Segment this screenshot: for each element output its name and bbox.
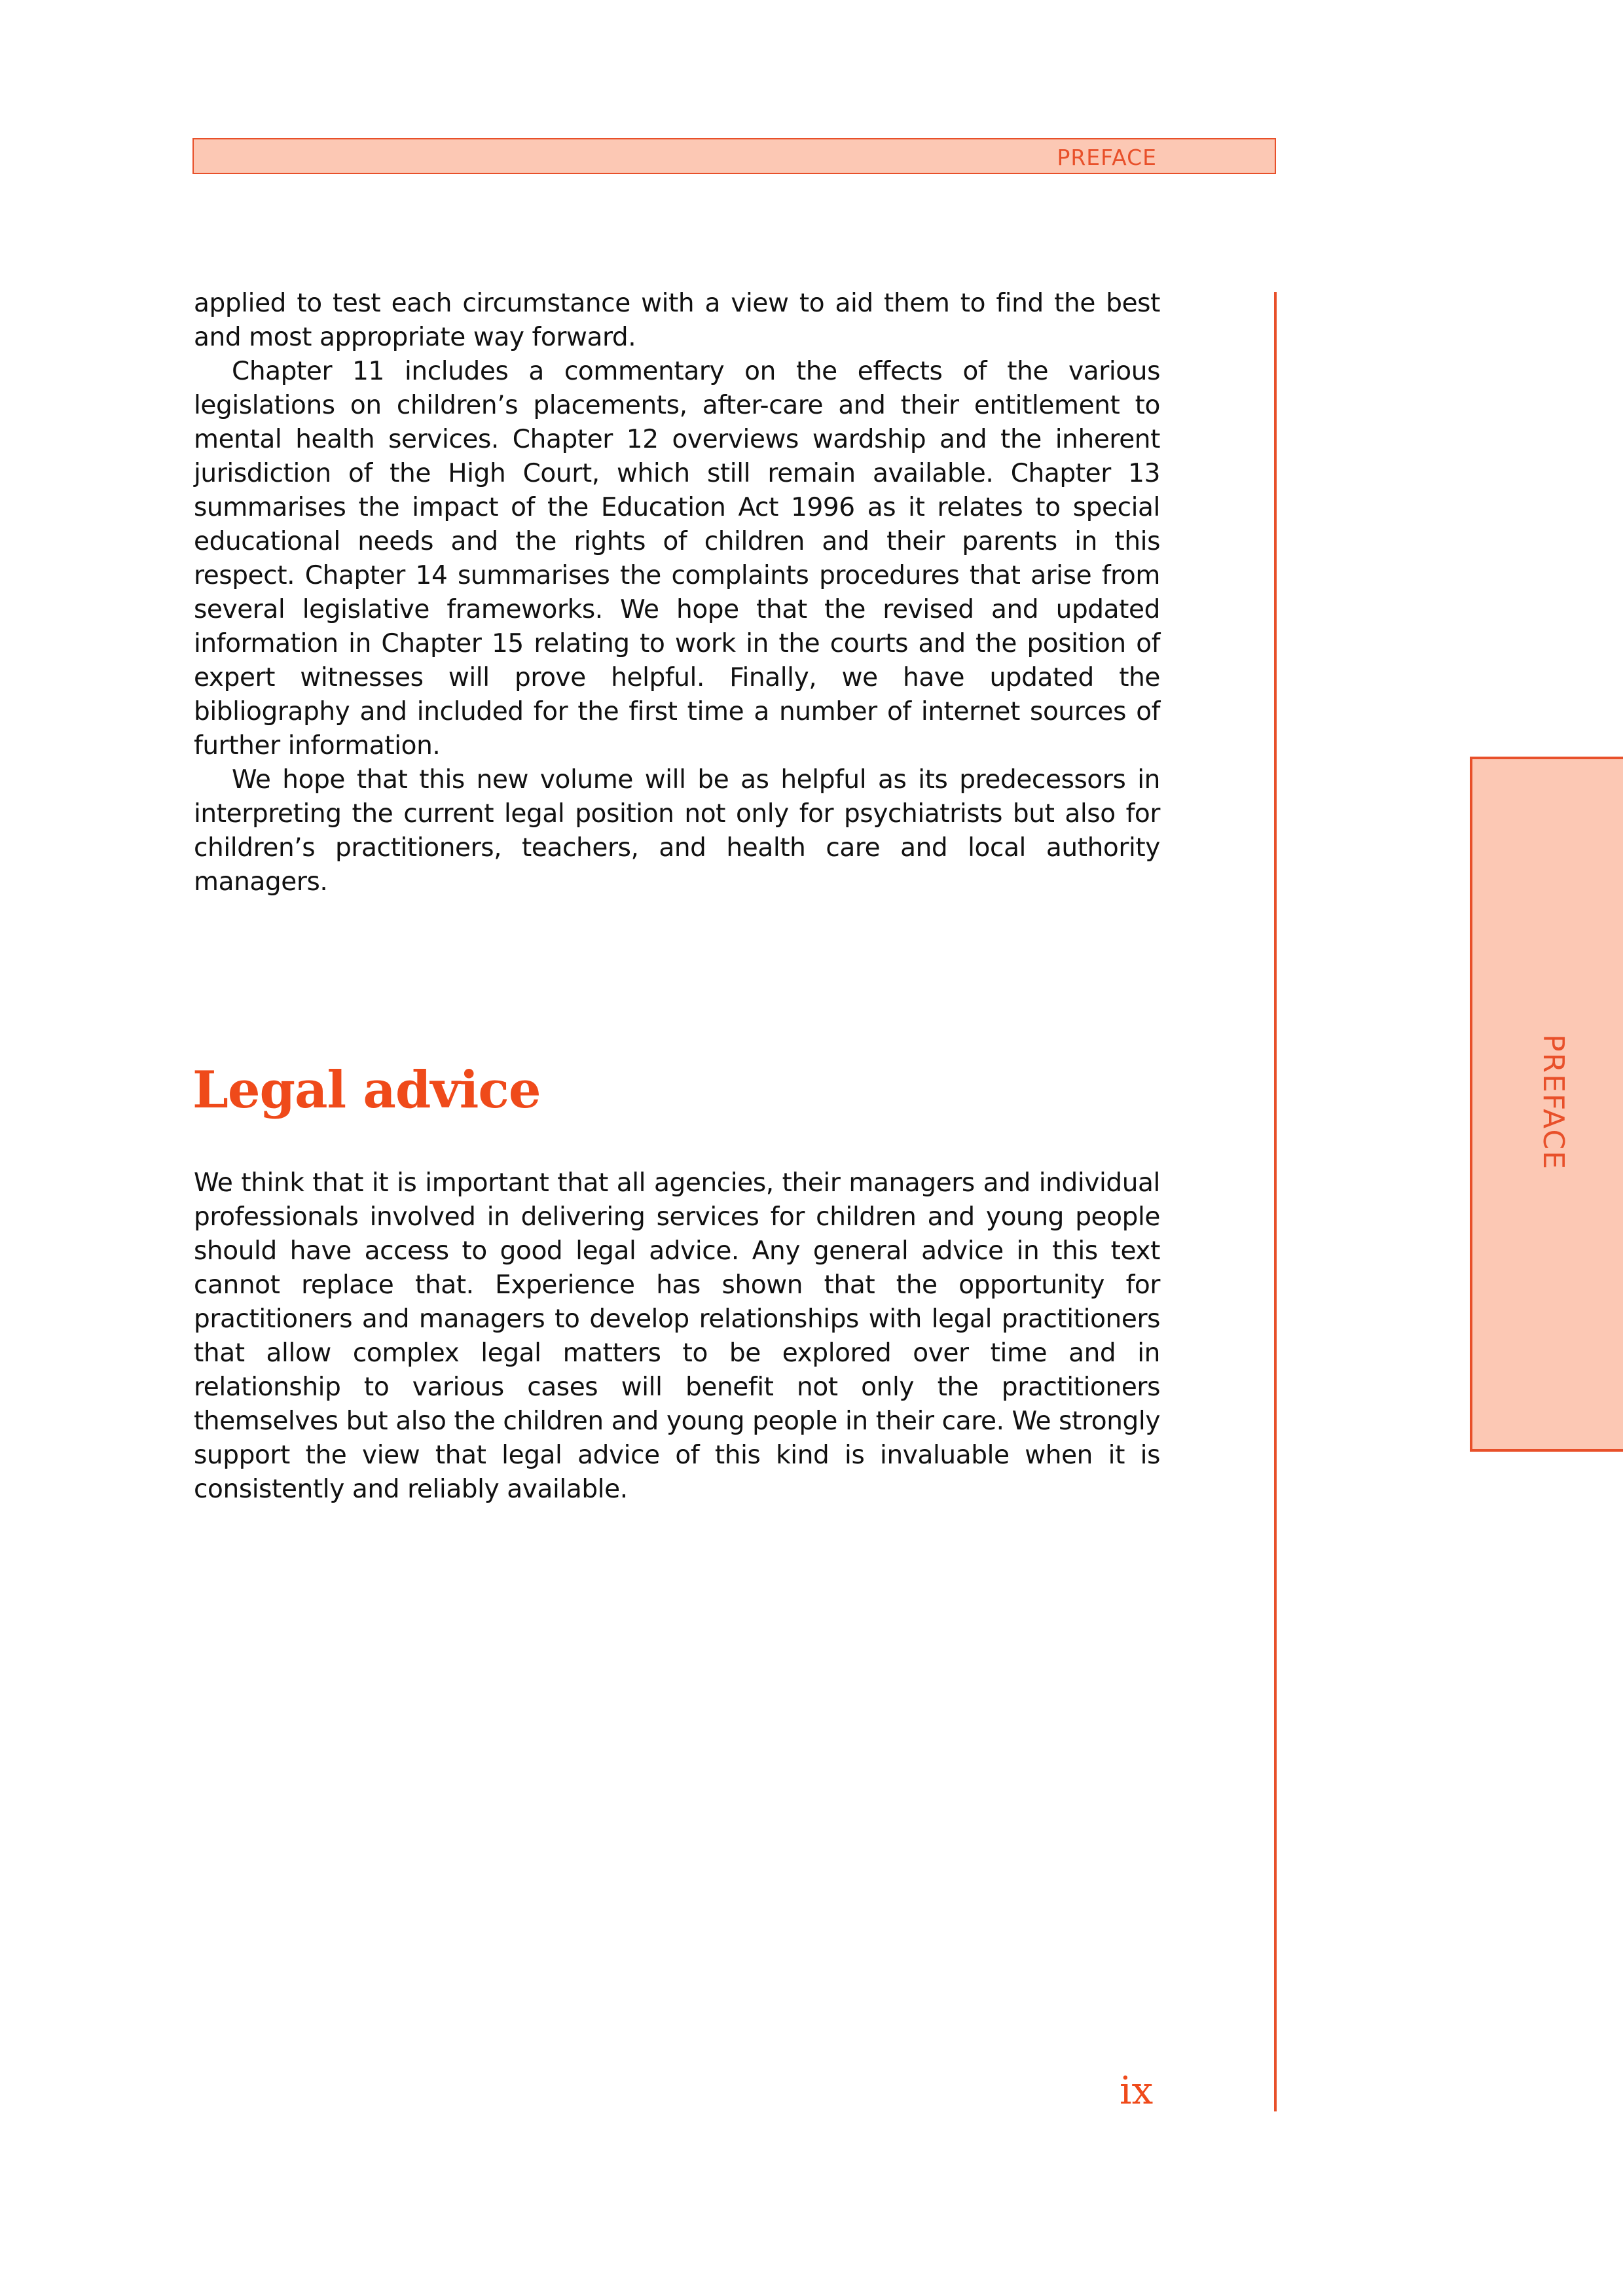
- section-paragraph: We think that it is important that all agencies, their managers and individual professionals involved in delivering services for children and young people should have access to good legal advice. Any general advice in this text cannot replace that. Experience has shown that the opportunity for practitioners and managers to develop relationships with legal practitioners that allow complex legal matters to be explored over time and in relationship to various cases will benefit not only the practitioners themselves but also the children and young people in their care. We strongly support the view that legal advice of this kind is invaluable when it is consistently and reliably available.: [194, 1168, 1160, 1504]
- section-thumb-tab: [1470, 757, 1623, 1452]
- running-header-title: PREFACE: [1057, 145, 1157, 170]
- body-paragraph-chapters: Chapter 11 includes a commentary on the effects of the various legislations on children’s placements, after-care and their entitlement to mental health services. Chapter 12 overviews wardship and the inherent jurisdiction of the High Court, which still remain available. Chapter 13 summarises the impact of the Education Act 1996 as it relates to special educational needs and the rights of children and their parents in this respect. Chapter 14 summarises the complaints procedures that arise from several legislative frameworks. We hope that the revised and updated information in Chapter 15 relating to work in the courts and the position of expert witnesses will prove helpful. Finally, we have updated the bibliography and included for the first time a number of internet sources of further information.: [194, 357, 1160, 761]
- page-number: ix: [1120, 2068, 1154, 2113]
- section-thumb-tab-label: PREFACE: [1537, 1034, 1570, 1171]
- body-text-block: [194, 287, 1160, 899]
- margin-rule: [1274, 292, 1277, 2111]
- body-paragraph-closing: We hope that this new volume will be as helpful as its predecessors in interpreting the current legal position not only for psychiatrists but also for children’s practitioners, teachers, and health care and local authority managers.: [194, 765, 1160, 897]
- section-heading: Legal advice: [192, 1060, 541, 1120]
- running-header: [192, 138, 1276, 174]
- section-text-block: [194, 1166, 1160, 1507]
- body-paragraph-continued: applied to test each circumstance with a view to aid them to find the best and most appropriate way forward.: [194, 289, 1160, 352]
